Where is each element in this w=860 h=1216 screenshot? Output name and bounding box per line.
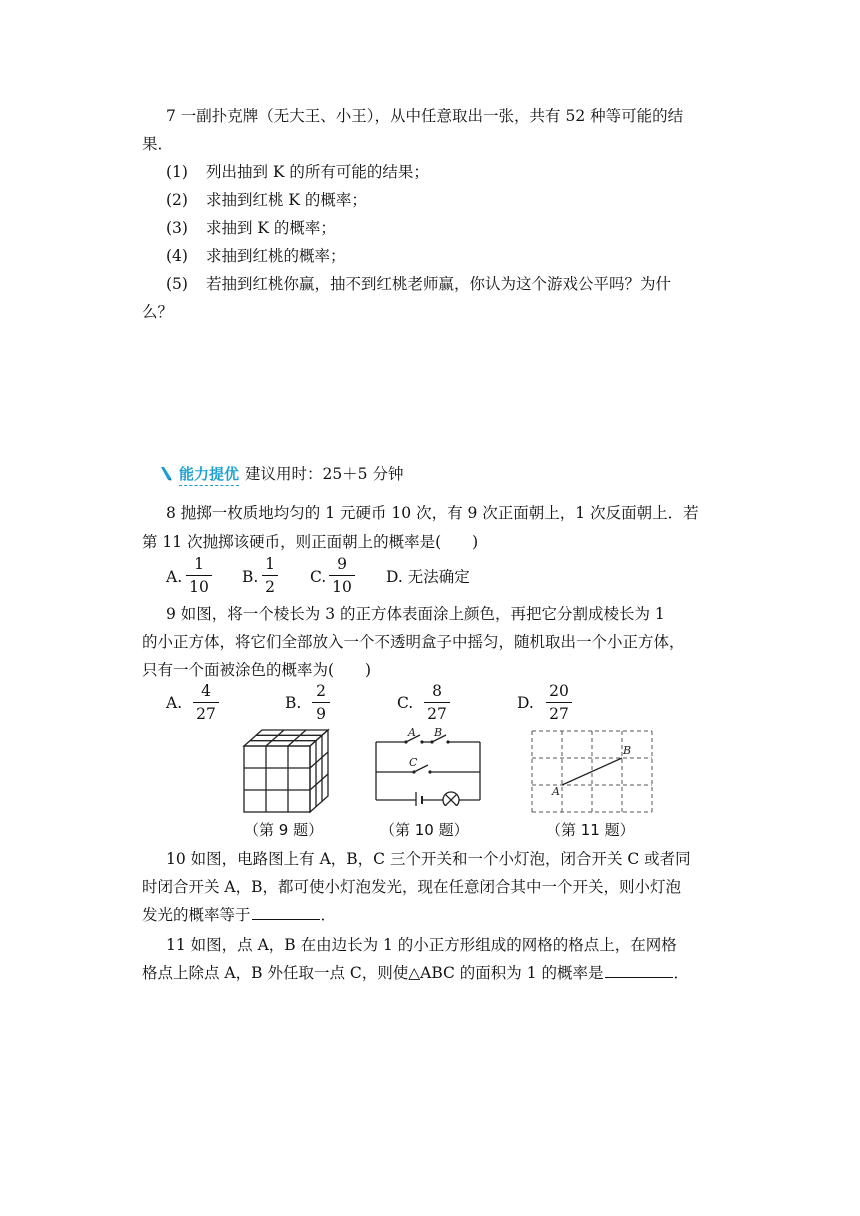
q11-line1: 11 如图，点 A，B 在由边长为 1 的小正方形组成的网格的格点上，在网格 [166,936,677,954]
q11-answer-blank[interactable] [605,977,673,978]
q7-item-4-num: (4) [166,247,188,265]
q8-opt-c-label: C. [310,568,327,586]
q9-opt-a-label: A. [166,694,183,712]
q11-line2 [142,966,689,982]
q9-opt-c-label: C. [397,694,414,712]
switch-b-label: B [434,726,443,739]
caption-q10: （第 10 题） [380,821,469,839]
q11-line2-text: 格点上除点 A，B 外任取一点 C，则使△ABC 的面积为 1 的概率是 [142,964,604,982]
q9-opt-d-label: D. [517,694,534,712]
q9-opt-b-label: B. [285,694,302,712]
q8-opt-c-frac [329,557,355,595]
q10-line2: 时闭合开关 A，B，都可使小灯泡发光，现在任意闭合其中一个开关，则小灯泡 [142,878,682,896]
q9-line3: 只有一个面被涂色的概率为( ) [142,661,372,679]
q9-opt-a-frac [193,684,219,722]
q9-opt-b-den: 9 [316,704,326,723]
q8-opt-d: D. 无法确定 [386,568,470,586]
cube-figure [238,726,338,816]
circuit-figure [372,726,484,806]
q10-answer-blank[interactable] [252,919,320,920]
caption-q9: （第 9 题） [244,821,324,839]
q7-item-2-text: 求抽到红桃 K 的概率； [206,191,367,209]
q9-opt-d-den: 27 [549,704,569,723]
q9-opt-b-frac [312,684,330,722]
q10-line1: 10 如图，电路图上有 A，B，C 三个开关和一个小灯泡，闭合开关 C 或者同 [166,850,691,868]
section-time: 建议用时：25＋5 分钟 [244,464,404,483]
switch-a-label: A [408,726,416,739]
q10-line3-end: ． [320,906,337,924]
q7-item-1-num: (1) [166,163,188,181]
q8-line1: 8 抛掷一枚质地均匀的 1 元硬币 10 次，有 9 次正面朝上，1 次反面朝上．若 [166,504,699,522]
grid-figure [530,727,654,815]
q7-line2: 果． [142,135,174,153]
q8-opt-a-num: 1 [194,555,204,573]
section-title: 能力提优 [179,465,239,486]
q9-opt-c-num: 8 [432,682,442,700]
caption-q11: （第 11 题） [546,821,635,839]
q7-item-5-cont: 么？ [142,303,174,321]
q7-line1: 7 一副扑克牌（无大王、小王），从中任意取出一张，共有 52 种等可能的结 [166,107,684,125]
point-b-label: B [623,744,632,757]
q10-line3-text: 发光的概率等于 [142,906,251,924]
q11-line2-end: ． [673,964,690,982]
pencil-icon [158,465,174,485]
q9-opt-c-den: 27 [427,704,447,723]
q8-opt-b-den: 2 [265,577,275,596]
q8-opt-b-num: 1 [265,555,275,573]
q9-opt-a-den: 27 [196,704,216,723]
q9-opt-d-num: 20 [549,682,569,700]
q7-item-3-text: 求抽到 K 的概率； [206,219,336,237]
section-header [158,465,403,485]
q9-line1: 9 如图，将一个棱长为 3 的正方体表面涂上颜色，再把它分割成棱长为 1 [166,605,665,623]
q8-opt-b-frac [262,557,278,595]
q7-item-2-num: (2) [166,191,188,209]
q7-item-3-num: (3) [166,219,188,237]
q7-item-1-text: 列出抽到 K 的所有可能的结果； [206,163,429,181]
q10-line3 [142,908,336,924]
q8-opt-b-label: B. [242,568,259,586]
q8-opt-a-den: 10 [189,577,209,596]
q9-opt-d-frac [546,684,572,722]
q8-opt-c-den: 10 [332,577,352,596]
q9-opt-c-frac [424,684,450,722]
q9-opt-a-num: 4 [201,682,211,700]
switch-c-label: C [409,756,418,769]
q9-line2: 的小正方体，将它们全部放入一个不透明盒子中摇匀，随机取出一个小正方体， [142,633,685,651]
point-a-label: A [552,785,560,798]
q7-item-5-text: 若抽到红桃你赢，抽不到红桃老师赢，你认为这个游戏公平吗？为什 [206,275,672,293]
q8-opt-a-label: A. [166,568,183,586]
q8-line2: 第 11 次抛掷该硬币，则正面朝上的概率是( ) [142,533,479,551]
q7-item-4-text: 求抽到红桃的概率； [206,247,346,265]
q7-item-5-num: (5) [166,275,188,293]
q9-opt-b-num: 2 [316,682,326,700]
q8-opt-c-num: 9 [337,555,347,573]
q8-opt-a-frac [186,557,212,595]
